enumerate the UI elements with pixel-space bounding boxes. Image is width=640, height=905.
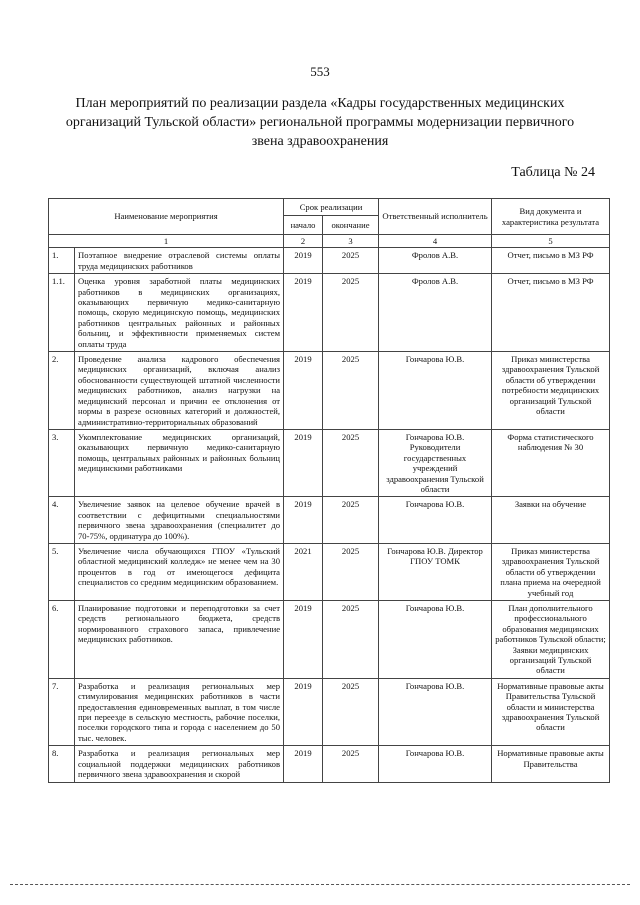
column-numbers-row [49,235,610,248]
row-start-year: 2019 [284,248,323,274]
row-document: Отчет, письмо в МЗ РФ [492,274,610,352]
row-number: 3. [49,429,75,496]
column-number: 2 [284,235,323,248]
row-start-year: 2019 [284,429,323,496]
row-start-year: 2019 [284,746,323,782]
row-document: Отчет, письмо в МЗ РФ [492,248,610,274]
row-number: 2. [49,352,75,430]
row-end-year: 2025 [323,352,379,430]
row-start-year: 2019 [284,601,323,679]
table-row [49,543,610,600]
row-name: Разработка и реализация региональных мер стимулирования медицинских работников в части предоставления единовременных выплат, в том числе при переезде в сельскую местность, рабочие поселки, поселки городского типа и города с населением до 50 тыс. человек. [75,678,284,745]
row-end-year: 2025 [323,248,379,274]
row-number: 6. [49,601,75,679]
row-number: 1. [49,248,75,274]
row-document: Форма статистического наблюдения № 30 [492,429,610,496]
row-document: Приказ министерства здравоохранения Тульской области об утверждении плана приема на очередной учебный год [492,543,610,600]
row-name: Поэтапное внедрение отраслевой системы оплаты труда медицинских работников [75,248,284,274]
row-document: Нормативные правовые акты Правительства [492,746,610,782]
row-document: Нормативные правовые акты Правительства Тульской области и министерства здравоохранения Тульской области [492,678,610,745]
row-end-year: 2025 [323,543,379,600]
header-name: Наименование мероприятия [49,199,284,235]
row-responsible: Гончарова Ю.В. Директор ГПОУ ТОМК [379,543,492,600]
row-name: Укомплектование медицинских организаций, оказывающих первичную медико-санитарную помощь, центральных районных и районных больниц медицинскими работниками [75,429,284,496]
row-number: 1.1. [49,274,75,352]
row-start-year: 2019 [284,678,323,745]
row-name: Увеличение числа обучающихся ГПОУ «Тульский областной медицинский колледж» не менее чем на 30 процентов в год от имеющегося дефицита специалистов со средним медицинским образованием. [75,543,284,600]
row-name: Разработка и реализация региональных мер социальной поддержки медицинских работников первичного звена здравоохранения и скорой [75,746,284,782]
column-number: 1 [49,235,284,248]
table-row [49,601,610,679]
column-number: 5 [492,235,610,248]
row-start-year: 2019 [284,274,323,352]
header-doc: Вид документа и характеристика результата [492,199,610,235]
row-document: Приказ министерства здравоохранения Тульской области об утверждении потребности медицинских организаций Тульской области [492,352,610,430]
row-end-year: 2025 [323,497,379,544]
column-number: 4 [379,235,492,248]
plan-table [48,198,610,783]
header-start: начало [284,216,323,235]
row-name: Оценка уровня заработной платы медицинских работников в медицинских организациях, оказывающих первичную медико-санитарную помощь, скорую медицинскую помощь, медицинских работников центральных районных и районных больниц, и эффективности применяемых систем оплаты труда [75,274,284,352]
page-bottom-divider [10,884,630,885]
row-responsible: Фролов А.В. [379,274,492,352]
row-start-year: 2019 [284,352,323,430]
row-number: 4. [49,497,75,544]
table-row [49,274,610,352]
row-end-year: 2025 [323,429,379,496]
row-responsible: Гончарова Ю.В. [379,678,492,745]
row-number: 5. [49,543,75,600]
row-number: 8. [49,746,75,782]
table-row [49,352,610,430]
row-name: Планирование подготовки и переподготовки за счет средств регионального бюджета, средств нормированного страхового запаса, привлечение медицинских работников. [75,601,284,679]
row-responsible: Гончарова Ю.В. Руководители государственных учреждений здравоохранения Тульской области [379,429,492,496]
row-number: 7. [49,678,75,745]
row-end-year: 2025 [323,274,379,352]
row-document: Заявки на обучение [492,497,610,544]
row-start-year: 2021 [284,543,323,600]
row-end-year: 2025 [323,746,379,782]
row-end-year: 2025 [323,678,379,745]
row-responsible: Гончарова Ю.В. [379,601,492,679]
header-end: окончание [323,216,379,235]
row-name: Проведение анализа кадрового обеспечения медицинских организаций, включая анализ обоснованности существующей штатной численности медицинских работников, анализ нагрузки на медицинский персонал и причин ее отклонения от нормы в разрезе основных категорий и должностей, административно-территориальных образований [75,352,284,430]
table-row [49,746,610,782]
row-responsible: Гончарова Ю.В. [379,497,492,544]
table-label: Таблица № 24 [511,165,595,180]
table-row [49,497,610,544]
row-responsible: Фролов А.В. [379,248,492,274]
column-number: 3 [323,235,379,248]
row-responsible: Гончарова Ю.В. [379,746,492,782]
header-term: Срок реализации [284,199,379,216]
row-name: Увеличение заявок на целевое обучение врачей в соответствии с дефицитными специальностями первичного звена здравоохранения (специалитет до 70-75%, ординатура до 100%). [75,497,284,544]
row-end-year: 2025 [323,601,379,679]
page-number: 553 [310,64,330,79]
table-row [49,678,610,745]
document-title: План мероприятий по реализации раздела «Кадры государственных медицинских организаций Тульской области» региональной программы модернизации первичного звена здравоохранения [65,96,575,149]
header-responsible: Ответственный исполнитель [379,199,492,235]
table-row [49,429,610,496]
table-row [49,248,610,274]
row-document: План дополнительного профессионального образования медицинских работников Тульской области; Заявки медицинских организаций Тульской области [492,601,610,679]
row-start-year: 2019 [284,497,323,544]
row-responsible: Гончарова Ю.В. [379,352,492,430]
